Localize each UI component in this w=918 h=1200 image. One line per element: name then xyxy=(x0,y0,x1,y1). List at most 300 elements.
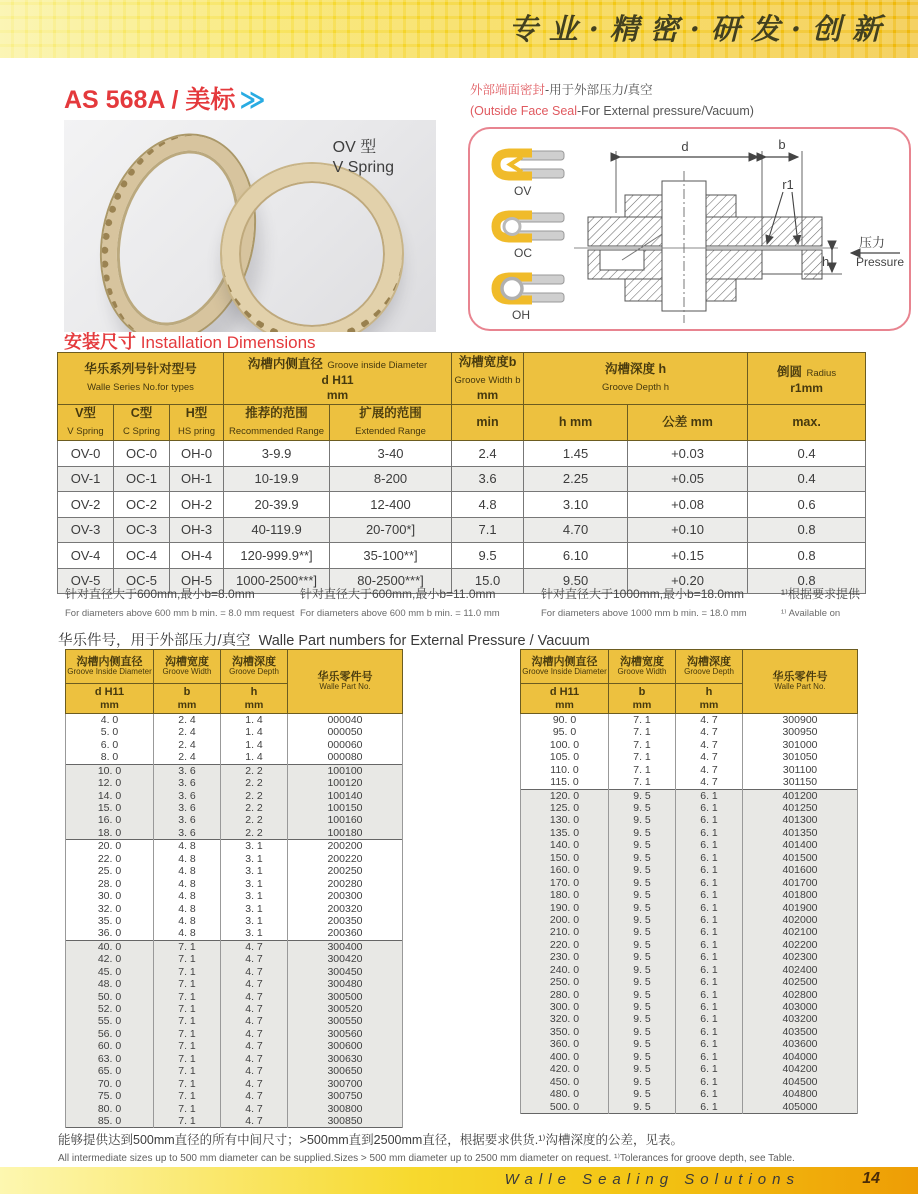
table-row xyxy=(66,1090,403,1102)
table-cell: 6. 1 xyxy=(676,789,743,802)
table-cell: 4. 7 xyxy=(676,726,743,738)
table-cell: 3-40 xyxy=(330,441,452,467)
table-cell: 15. 0 xyxy=(66,802,154,814)
table-cell: 200280 xyxy=(288,878,403,890)
table-cell: 9. 5 xyxy=(609,964,676,976)
table-cell: 95. 0 xyxy=(521,726,609,738)
table-cell: 2.4 xyxy=(452,441,524,467)
table-cell: 18. 0 xyxy=(66,827,154,840)
table-cell: 7. 1 xyxy=(154,978,221,990)
table-row xyxy=(66,714,403,727)
subheader-b: b mm xyxy=(609,684,676,714)
section-part-numbers-heading: 华乐件号，用于外部压力/真空 Walle Part numbers for External Pressure / Vacuum xyxy=(58,633,590,649)
table-cell: 40-119.9 xyxy=(224,517,330,543)
table-cell: 6. 0 xyxy=(66,739,154,751)
table-cell: 30. 0 xyxy=(66,890,154,902)
section-installation-heading: 安装尺寸 Installation Dimensions xyxy=(64,332,316,352)
table-cell: 1.45 xyxy=(524,441,628,467)
table-cell: 403200 xyxy=(743,1014,858,1026)
table-cell: 200220 xyxy=(288,853,403,865)
table-cell: 300800 xyxy=(288,1103,403,1115)
table-cell: 25. 0 xyxy=(66,865,154,877)
table-cell: 320. 0 xyxy=(521,1014,609,1026)
table-row xyxy=(66,790,403,802)
table-cell: 300900 xyxy=(743,714,858,727)
table-cell: 9.5 xyxy=(452,543,524,569)
table-cell: 2. 2 xyxy=(221,827,288,840)
table-cell: 300520 xyxy=(288,1003,403,1015)
table-cell: 9. 5 xyxy=(609,889,676,901)
groove-diagram-svg xyxy=(470,129,909,329)
table-cell: 300700 xyxy=(288,1078,403,1090)
table-row xyxy=(521,776,858,789)
table-cell: 402300 xyxy=(743,951,858,963)
subheader-d: d H11 mm xyxy=(66,684,154,714)
table-cell: 22. 0 xyxy=(66,853,154,865)
subheader-extended: 扩展的范围 Extended Range xyxy=(330,405,452,441)
table-cell: 100180 xyxy=(288,827,403,840)
seal-icon-oh xyxy=(496,275,564,302)
table-cell: 6. 1 xyxy=(676,976,743,988)
table-cell: 100120 xyxy=(288,777,403,789)
table-cell: 0.4 xyxy=(748,466,866,492)
table-cell: 4. 7 xyxy=(221,1053,288,1065)
table-cell: +0.15 xyxy=(628,543,748,569)
subheader-hmm: h mm xyxy=(524,405,628,441)
table-cell: 7. 1 xyxy=(154,1065,221,1077)
header-groove-depth: 沟槽深度 Groove Depth xyxy=(221,650,288,684)
table-cell: 4. 8 xyxy=(154,890,221,902)
table-cell: OC-5 xyxy=(114,568,170,594)
table-cell: 450. 0 xyxy=(521,1076,609,1088)
table-row xyxy=(66,840,403,853)
table-cell: OH-3 xyxy=(170,517,224,543)
table-cell: 4. 8 xyxy=(154,915,221,927)
table-row xyxy=(66,1065,403,1077)
table-row xyxy=(58,517,866,543)
table-cell: 7. 1 xyxy=(154,953,221,965)
table-row xyxy=(521,714,858,727)
header-groove-depth: 沟槽深度 Groove Depth xyxy=(676,650,743,684)
table-row xyxy=(521,1001,858,1013)
table-cell: 9. 5 xyxy=(609,1063,676,1075)
table-cell: 1. 4 xyxy=(221,739,288,751)
table-cell: 9. 5 xyxy=(609,864,676,876)
table-row xyxy=(521,989,858,1001)
subtitle-line1: 外部端面密封-用于外部压力/真空 xyxy=(470,83,653,97)
table-row xyxy=(521,1076,858,1088)
table-cell: 300. 0 xyxy=(521,1001,609,1013)
dim-label-b: b xyxy=(778,137,786,152)
table-cell: 100100 xyxy=(288,764,403,777)
table-cell: 6. 1 xyxy=(676,1014,743,1026)
table-cell: 7. 1 xyxy=(154,1053,221,1065)
bottom-note: 能够提供达到500mm直径的所有中间尺寸；>500mm直到2500mm直径，根据要求供货.¹⁾沟槽深度的公差，见表。 All intermediate sizes up to 500 mm diameter can be supplied.Sizes > 500 mm diameter up to 2500 mm diameter on request. ¹⁾Tolerances for groove depth, see Table. xyxy=(58,1133,795,1164)
table-cell: 8-200 xyxy=(330,466,452,492)
table-cell: 404200 xyxy=(743,1063,858,1075)
table-row xyxy=(521,726,858,738)
table-cell: 500. 0 xyxy=(521,1101,609,1114)
table-cell: 401900 xyxy=(743,902,858,914)
table-cell: 300950 xyxy=(743,726,858,738)
table-cell: 100150 xyxy=(288,802,403,814)
table-cell: 12-400 xyxy=(330,492,452,518)
table-cell: 60. 0 xyxy=(66,1040,154,1052)
table-cell: 200350 xyxy=(288,915,403,927)
table-cell: 301050 xyxy=(743,751,858,763)
header-groove-width: 沟槽宽度b Groove Width b mm xyxy=(452,353,524,405)
part-table-right-body xyxy=(521,714,858,1114)
table-row xyxy=(521,1063,858,1075)
table-cell: 9. 5 xyxy=(609,1038,676,1050)
table-row xyxy=(66,751,403,764)
table-cell: 9. 5 xyxy=(609,789,676,802)
seal-icon-ov xyxy=(496,151,564,178)
table-cell: 150. 0 xyxy=(521,852,609,864)
table-cell: OC-2 xyxy=(114,492,170,518)
table-row xyxy=(66,978,403,990)
table-cell: 10. 0 xyxy=(66,764,154,777)
table-cell: 4. 8 xyxy=(154,927,221,940)
table-cell: 404800 xyxy=(743,1088,858,1100)
subheader-tolerance: 公差 mm xyxy=(628,405,748,441)
subheader-d: d H11 mm xyxy=(521,684,609,714)
table-cell: 0.8 xyxy=(748,543,866,569)
table-cell: 3. 6 xyxy=(154,802,221,814)
table-cell: 8. 0 xyxy=(66,751,154,764)
table-cell: OC-0 xyxy=(114,441,170,467)
table-cell: 3.6 xyxy=(452,466,524,492)
table-cell: 4.8 xyxy=(452,492,524,518)
table-cell: OH-4 xyxy=(170,543,224,569)
table-cell: 170. 0 xyxy=(521,877,609,889)
seal-icon-oc xyxy=(496,213,564,240)
table-row xyxy=(66,865,403,877)
table-cell: 4. 7 xyxy=(676,714,743,727)
table-cell: 135. 0 xyxy=(521,827,609,839)
table-cell: 7. 1 xyxy=(609,751,676,763)
table-cell: OV-3 xyxy=(58,517,114,543)
table-header-row xyxy=(521,650,858,684)
table-cell: 4. 7 xyxy=(221,991,288,1003)
table-cell: 9. 5 xyxy=(609,877,676,889)
table-cell: 160. 0 xyxy=(521,864,609,876)
table-cell: +0.20 xyxy=(628,568,748,594)
header-groove-width: 沟槽宽度 Groove Width xyxy=(609,650,676,684)
table-cell: 4. 0 xyxy=(66,714,154,727)
table-cell: 4. 7 xyxy=(221,1103,288,1115)
table-cell: 6. 1 xyxy=(676,1026,743,1038)
table-row xyxy=(66,827,403,840)
table-cell: 240. 0 xyxy=(521,964,609,976)
table-cell: 401500 xyxy=(743,852,858,864)
table-cell: 4. 8 xyxy=(154,840,221,853)
table-cell: 65. 0 xyxy=(66,1065,154,1077)
header-series: 华乐系列号针对型号 Walle Series No.for types xyxy=(58,353,224,405)
table-cell: 9. 5 xyxy=(609,976,676,988)
table-row xyxy=(521,1088,858,1100)
table-cell: 6. 1 xyxy=(676,1101,743,1114)
table-row xyxy=(66,815,403,827)
table-cell: 4. 7 xyxy=(221,966,288,978)
table-row xyxy=(66,890,403,902)
table-cell: 401300 xyxy=(743,815,858,827)
table-cell: 6. 1 xyxy=(676,877,743,889)
table-cell: 210. 0 xyxy=(521,926,609,938)
table-row xyxy=(521,789,858,802)
table-cell: 9. 5 xyxy=(609,914,676,926)
table-cell: 3. 1 xyxy=(221,840,288,853)
table-cell: 0.6 xyxy=(748,492,866,518)
table-row xyxy=(521,1014,858,1026)
table-cell: 7. 1 xyxy=(609,764,676,776)
table-cell: 20-39.9 xyxy=(224,492,330,518)
table-cell: 100. 0 xyxy=(521,739,609,751)
footer-page-number: 14 xyxy=(862,1170,880,1187)
table-cell: 9. 5 xyxy=(609,1026,676,1038)
table-row xyxy=(66,966,403,978)
cross-section xyxy=(574,171,838,323)
table-cell: 7. 1 xyxy=(154,1103,221,1115)
subheader-recommended: 推荐的范围 Recommended Range xyxy=(224,405,330,441)
table-cell: 220. 0 xyxy=(521,939,609,951)
table-cell: 75. 0 xyxy=(66,1090,154,1102)
table-cell: 5. 0 xyxy=(66,726,154,738)
table-cell: 3. 1 xyxy=(221,915,288,927)
table-row xyxy=(521,815,858,827)
table-cell: 300750 xyxy=(288,1090,403,1102)
table-cell: OC-1 xyxy=(114,466,170,492)
table-cell: 4. 7 xyxy=(221,1090,288,1102)
table-cell: 7. 1 xyxy=(609,776,676,789)
table-cell: 48. 0 xyxy=(66,978,154,990)
table-row xyxy=(66,764,403,777)
table-cell: 7. 1 xyxy=(154,1040,221,1052)
table-cell: 401250 xyxy=(743,802,858,814)
table-cell: 1. 4 xyxy=(221,714,288,727)
table-cell: 3. 1 xyxy=(221,903,288,915)
table-header-row xyxy=(58,353,866,405)
table-row xyxy=(521,939,858,951)
table-cell: 4. 7 xyxy=(221,1115,288,1128)
table-row xyxy=(58,492,866,518)
table-row xyxy=(521,902,858,914)
table-cell: 420. 0 xyxy=(521,1063,609,1075)
table-cell: 4. 7 xyxy=(221,1003,288,1015)
table-cell: 405000 xyxy=(743,1101,858,1114)
table-cell: 28. 0 xyxy=(66,878,154,890)
table-cell: 9. 5 xyxy=(609,852,676,864)
table-cell: 20. 0 xyxy=(66,840,154,853)
dim-label-d: d xyxy=(681,139,689,154)
table-cell: 404500 xyxy=(743,1076,858,1088)
subheader-c-spring: C型 C Spring xyxy=(114,405,170,441)
table-cell: 15.0 xyxy=(452,568,524,594)
table-cell: 200250 xyxy=(288,865,403,877)
table-cell: 100140 xyxy=(288,790,403,802)
page-title-text: AS 568A / 美标 xyxy=(64,86,236,114)
table-cell: 402800 xyxy=(743,989,858,1001)
table-cell: 80. 0 xyxy=(66,1103,154,1115)
table-cell: OH-0 xyxy=(170,441,224,467)
table-cell: 350. 0 xyxy=(521,1026,609,1038)
table-cell: 2. 4 xyxy=(154,751,221,764)
pressure-label-cn: 压力 xyxy=(859,235,886,250)
table-cell: 42. 0 xyxy=(66,953,154,965)
table-cell: 6. 1 xyxy=(676,1063,743,1075)
table-cell: 4. 7 xyxy=(221,953,288,965)
table-cell: 6. 1 xyxy=(676,902,743,914)
table-cell: 4. 7 xyxy=(221,978,288,990)
table-cell: 200200 xyxy=(288,840,403,853)
table-row xyxy=(521,864,858,876)
table-cell: 2. 2 xyxy=(221,815,288,827)
table-cell: 20-700*] xyxy=(330,517,452,543)
table-cell: 36. 0 xyxy=(66,927,154,940)
table-cell: 3. 1 xyxy=(221,890,288,902)
table-cell: 130. 0 xyxy=(521,815,609,827)
table-row xyxy=(66,1115,403,1128)
table-row xyxy=(66,940,403,953)
table-cell: 9. 5 xyxy=(609,989,676,1001)
table-row xyxy=(521,1026,858,1038)
table-cell: 000050 xyxy=(288,726,403,738)
table-cell: 6. 1 xyxy=(676,964,743,976)
table-cell: 140. 0 xyxy=(521,839,609,851)
table-cell: +0.08 xyxy=(628,492,748,518)
table-cell: 2. 2 xyxy=(221,802,288,814)
table-row xyxy=(521,839,858,851)
table-row xyxy=(66,853,403,865)
table-cell: 4. 7 xyxy=(676,751,743,763)
table-cell: 3.10 xyxy=(524,492,628,518)
subheader-v-spring: V型 V Spring xyxy=(58,405,114,441)
table-row xyxy=(66,915,403,927)
table-cell: 9. 5 xyxy=(609,1051,676,1063)
table-cell: 2. 4 xyxy=(154,726,221,738)
table-row xyxy=(521,764,858,776)
table-row xyxy=(66,1028,403,1040)
table-cell: 7. 1 xyxy=(154,1003,221,1015)
table-cell: 7. 1 xyxy=(154,966,221,978)
table-cell: 32. 0 xyxy=(66,903,154,915)
table-row xyxy=(66,991,403,1003)
seal-label-oc: OC xyxy=(514,246,532,260)
header-part-no: 华乐零件号 Walle Part No. xyxy=(288,650,403,714)
dim-label-h: h xyxy=(822,254,830,269)
subtitle-line2: (Outside Face Seal-For External pressure/Vacuum) xyxy=(470,104,754,119)
table-cell: 200320 xyxy=(288,903,403,915)
table-cell: 9.50 xyxy=(524,568,628,594)
table-cell: 401800 xyxy=(743,889,858,901)
table-header-row xyxy=(66,650,403,684)
table-row xyxy=(521,964,858,976)
part-table-left xyxy=(65,649,403,1128)
table-cell: 300480 xyxy=(288,978,403,990)
subheader-h-spring: H型 HS pring xyxy=(170,405,224,441)
table-cell: 90. 0 xyxy=(521,714,609,727)
table-cell: 50. 0 xyxy=(66,991,154,1003)
table-cell: 125. 0 xyxy=(521,802,609,814)
table-cell: 200360 xyxy=(288,927,403,940)
subheader-h: h mm xyxy=(676,684,743,714)
table-cell: 000080 xyxy=(288,751,403,764)
part-table-left-body xyxy=(66,714,403,1128)
table-cell: 7. 1 xyxy=(154,1090,221,1102)
table-row xyxy=(521,877,858,889)
table-cell: 7.1 xyxy=(452,517,524,543)
table-cell: 402000 xyxy=(743,914,858,926)
table-cell: 6. 1 xyxy=(676,914,743,926)
table-cell: 12. 0 xyxy=(66,777,154,789)
table-cell: 120. 0 xyxy=(521,789,609,802)
table-cell: 7. 1 xyxy=(154,940,221,953)
table-row xyxy=(521,1038,858,1050)
table-cell: 301000 xyxy=(743,739,858,751)
table-cell: 4. 7 xyxy=(221,1016,288,1028)
table-cell: 200. 0 xyxy=(521,914,609,926)
table-cell: 403500 xyxy=(743,1026,858,1038)
table-cell: 402500 xyxy=(743,976,858,988)
table-cell: 300450 xyxy=(288,966,403,978)
table-cell: 4. 7 xyxy=(676,764,743,776)
table-cell: 4. 8 xyxy=(154,878,221,890)
table-cell: 300500 xyxy=(288,991,403,1003)
groove-diagram xyxy=(468,127,911,331)
table-cell: 6. 1 xyxy=(676,1038,743,1050)
table-cell: 300400 xyxy=(288,940,403,953)
table-cell: 45. 0 xyxy=(66,966,154,978)
table-row xyxy=(66,739,403,751)
table-row xyxy=(66,1016,403,1028)
table-cell: +0.03 xyxy=(628,441,748,467)
table-cell: 4. 7 xyxy=(221,1065,288,1077)
table-cell: 52. 0 xyxy=(66,1003,154,1015)
table-cell: 000060 xyxy=(288,739,403,751)
table-cell: 401350 xyxy=(743,827,858,839)
table-cell: 6. 1 xyxy=(676,951,743,963)
table-cell: 6. 1 xyxy=(676,1001,743,1013)
table-cell: 9. 5 xyxy=(609,926,676,938)
table-cell: OC-4 xyxy=(114,543,170,569)
table-cell: 300850 xyxy=(288,1115,403,1128)
table-cell: 6. 1 xyxy=(676,852,743,864)
table-cell: OH-5 xyxy=(170,568,224,594)
subheader-min: min xyxy=(452,405,524,441)
table-cell: 7. 1 xyxy=(609,726,676,738)
table-cell: 4. 7 xyxy=(221,1028,288,1040)
table-cell: 300560 xyxy=(288,1028,403,1040)
pressure-annotation xyxy=(851,235,904,269)
header-groove-width: 沟槽宽度 Groove Width xyxy=(154,650,221,684)
table-footnotes xyxy=(57,585,909,627)
footnote-2: 针对直径大于600mm,最小b=11.0mm For diameters above 600 mm b min. = 11.0 mm xyxy=(300,587,500,619)
footnote-3: 针对直径大于1000mm,最小b=18.0mm For diameters above 1000 mm b min. = 18.0 mm xyxy=(541,587,747,619)
table-cell: 7. 1 xyxy=(609,714,676,727)
table-cell: 6. 1 xyxy=(676,939,743,951)
table-row xyxy=(521,976,858,988)
table-cell: 110. 0 xyxy=(521,764,609,776)
table-row xyxy=(66,927,403,940)
table-cell: 2.25 xyxy=(524,466,628,492)
table-row xyxy=(521,926,858,938)
page-subtitle xyxy=(470,80,754,123)
table-row xyxy=(521,914,858,926)
table-cell: 63. 0 xyxy=(66,1053,154,1065)
table-row xyxy=(66,1003,403,1015)
table-cell: 301100 xyxy=(743,764,858,776)
table-cell: 7. 1 xyxy=(609,739,676,751)
